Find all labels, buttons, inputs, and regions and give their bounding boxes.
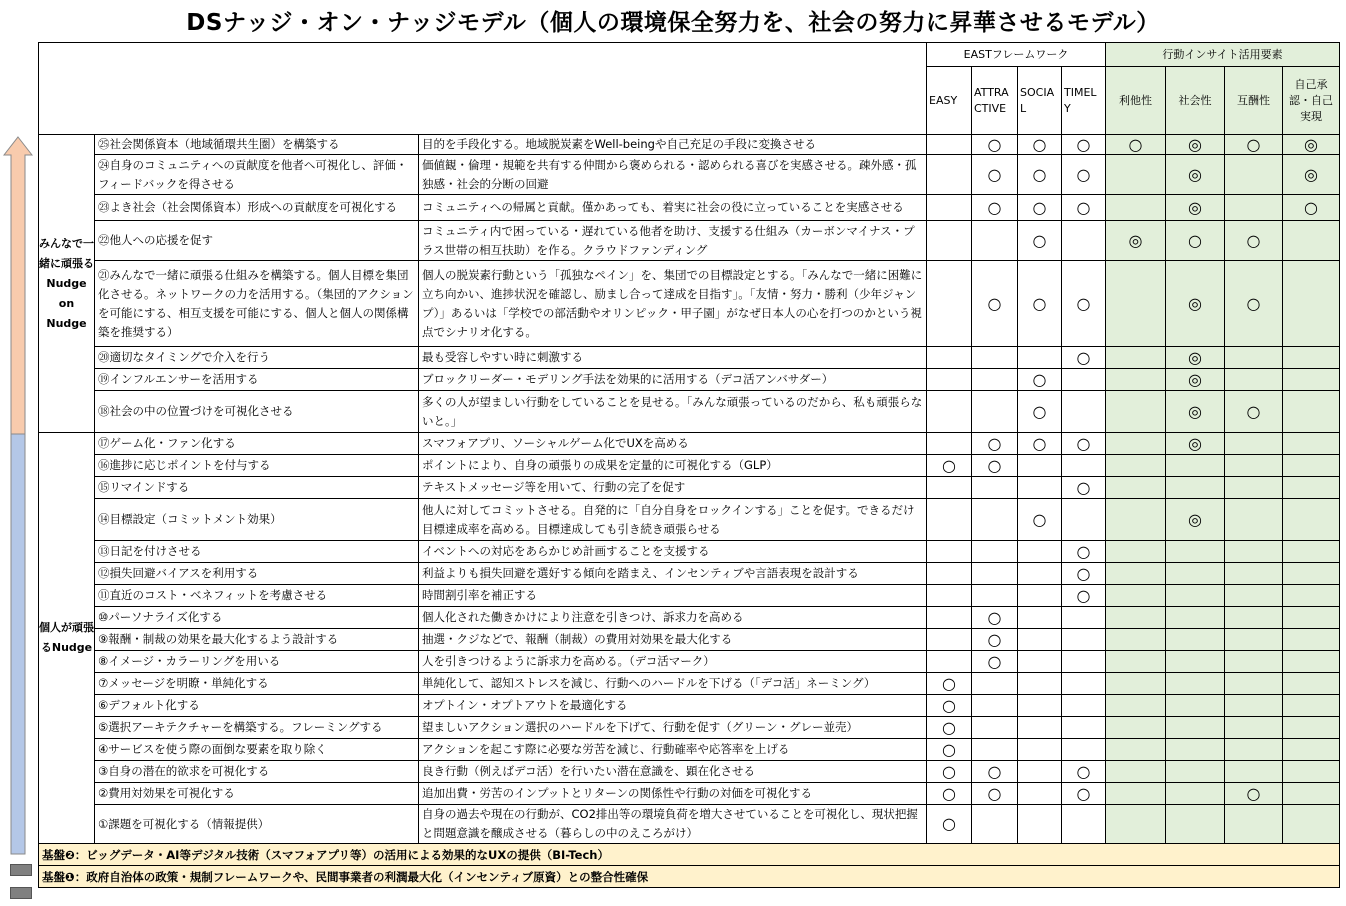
mark-cell xyxy=(927,135,972,155)
foundation-2-row: 基盤❷：ビッグデータ・AI等デジタル技術（スマフォアプリ等）の活用による効果的なUXの提供（BI-Tech） xyxy=(39,844,1340,866)
mark-cell xyxy=(1283,805,1340,844)
mark-cell xyxy=(972,673,1018,695)
table-row xyxy=(39,651,1340,673)
mark-cell: ○ xyxy=(1018,261,1062,347)
table-row xyxy=(39,563,1340,585)
mark-cell xyxy=(1106,651,1166,673)
mark-cell: ○ xyxy=(1062,761,1106,783)
mark-cell xyxy=(1225,477,1283,499)
column-header-3: TIMEL Y xyxy=(1062,67,1106,135)
mark-cell xyxy=(1106,805,1166,844)
mark-cell xyxy=(972,717,1018,739)
row-description: テキストメッセージ等を用いて、行動の完了を促す xyxy=(419,477,927,499)
group-label-individual: 個人が頑張るNudge xyxy=(39,433,95,844)
mark-cell xyxy=(1225,585,1283,607)
mark-cell: ○ xyxy=(927,695,972,717)
mark-cell xyxy=(1166,805,1225,844)
mark-cell: ◎ xyxy=(1166,391,1225,433)
east-framework-header: EASTフレームワーク xyxy=(927,43,1106,67)
mark-cell: ○ xyxy=(972,783,1018,805)
column-header-1: ATTRA CTIVE xyxy=(972,67,1018,135)
mark-cell: ○ xyxy=(927,761,972,783)
row-description: アクションを起こす際に必要な労苦を減じ、行動確率や応答率を上げる xyxy=(419,739,927,761)
mark-cell: ○ xyxy=(972,195,1018,221)
table-row xyxy=(39,347,1340,369)
group-label-social: みんなで一緒に頑張るNudge on Nudge xyxy=(39,135,95,433)
mark-cell: ○ xyxy=(1018,433,1062,455)
mark-cell xyxy=(1106,455,1166,477)
mark-cell xyxy=(972,585,1018,607)
mark-cell xyxy=(1018,805,1062,844)
mark-cell xyxy=(1225,651,1283,673)
mark-cell: ○ xyxy=(972,155,1018,195)
mark-cell xyxy=(972,695,1018,717)
row-item: ⑰ゲーム化・ファン化する xyxy=(95,433,419,455)
row-description: 単純化して、認知ストレスを減じ、行動へのハードルを下げる（「デコ活」ネーミング） xyxy=(419,673,927,695)
row-description: コミュニティへの帰属と貢献。僅かあっても、着実に社会の役に立っていることを実感させる xyxy=(419,195,927,221)
mark-cell: ○ xyxy=(1018,155,1062,195)
row-item: ⑲インフルエンサーを活用する xyxy=(95,369,419,391)
row-description: コミュニティ内で困っている・遅れている他者を助け、支援する仕組み（カーボンマイナス・プラス世帯の相互扶助）を作る。クラウドファンディング xyxy=(419,221,927,261)
table-row xyxy=(39,761,1340,783)
mark-cell xyxy=(1062,629,1106,651)
mark-cell xyxy=(1225,695,1283,717)
mark-cell xyxy=(1018,541,1062,563)
mark-cell xyxy=(927,391,972,433)
table-row xyxy=(39,499,1340,541)
mark-cell xyxy=(1018,347,1062,369)
mark-cell xyxy=(1018,455,1062,477)
mark-cell: ○ xyxy=(1018,391,1062,433)
row-description: 抽選・クジなどで、報酬（制裁）の費用対効果を最大化する xyxy=(419,629,927,651)
mark-cell: ○ xyxy=(1062,433,1106,455)
mark-cell xyxy=(1106,717,1166,739)
mark-cell: ○ xyxy=(927,673,972,695)
mark-cell xyxy=(927,585,972,607)
row-description: 目的を手段化する。地域脱炭素をWell-beingや自己充足の手段に変換させる xyxy=(419,135,927,155)
mark-cell: ○ xyxy=(927,717,972,739)
row-item: ⑳適切なタイミングで介入を行う xyxy=(95,347,419,369)
mark-cell xyxy=(1283,739,1340,761)
mark-cell xyxy=(927,261,972,347)
mark-cell: ○ xyxy=(1018,369,1062,391)
table-row xyxy=(39,585,1340,607)
mark-cell xyxy=(1106,541,1166,563)
mark-cell xyxy=(927,629,972,651)
table-row xyxy=(39,477,1340,499)
mark-cell xyxy=(1225,455,1283,477)
row-description: 望ましいアクション選択のハードルを下げて、行動を促す（グリーン・グレー並売） xyxy=(419,717,927,739)
mark-cell xyxy=(1283,369,1340,391)
mark-cell xyxy=(927,477,972,499)
mark-cell xyxy=(927,651,972,673)
row-item: ①課題を可視化する（情報提供） xyxy=(95,805,419,844)
mark-cell xyxy=(972,563,1018,585)
mark-cell: ○ xyxy=(972,629,1018,651)
row-description: ポイントにより、自身の頑張りの成果を定量的に可視化する（GLP） xyxy=(419,455,927,477)
mark-cell xyxy=(1062,369,1106,391)
table-row xyxy=(39,455,1340,477)
mark-cell xyxy=(1225,499,1283,541)
mark-cell xyxy=(1062,499,1106,541)
row-description: 時間割引率を補正する xyxy=(419,585,927,607)
mark-cell: ○ xyxy=(1225,261,1283,347)
foundation-1-marker-icon xyxy=(10,887,32,899)
mark-cell xyxy=(1166,455,1225,477)
mark-cell xyxy=(1166,563,1225,585)
mark-cell xyxy=(927,369,972,391)
mark-cell: ○ xyxy=(927,805,972,844)
mark-cell xyxy=(1018,695,1062,717)
mark-cell xyxy=(1106,585,1166,607)
mark-cell xyxy=(1225,433,1283,455)
mark-cell xyxy=(1225,761,1283,783)
foundation-2-marker-icon xyxy=(10,864,32,876)
mark-cell xyxy=(1106,477,1166,499)
mark-cell: ○ xyxy=(1018,135,1062,155)
mark-cell: ○ xyxy=(1062,585,1106,607)
row-description: イベントへの対応をあらかじめ計画することを支援する xyxy=(419,541,927,563)
mark-cell: ○ xyxy=(1106,135,1166,155)
mark-cell: ○ xyxy=(927,783,972,805)
column-header-6: 互酬性 xyxy=(1225,67,1283,135)
mark-cell: ◎ xyxy=(1166,347,1225,369)
mark-cell xyxy=(972,739,1018,761)
mark-cell xyxy=(1283,673,1340,695)
column-header-4: 利他性 xyxy=(1106,67,1166,135)
row-item: ⑨報酬・制裁の効果を最大化するよう設計する xyxy=(95,629,419,651)
mark-cell xyxy=(1283,499,1340,541)
column-header-0: EASY xyxy=(927,67,972,135)
mark-cell xyxy=(1283,717,1340,739)
mark-cell: ◎ xyxy=(1166,195,1225,221)
mark-cell xyxy=(1225,607,1283,629)
table-row xyxy=(39,607,1340,629)
nudge-matrix-table xyxy=(38,42,1340,888)
mark-cell: ○ xyxy=(972,261,1018,347)
mark-cell xyxy=(1225,739,1283,761)
mark-cell xyxy=(1106,499,1166,541)
mark-cell: ○ xyxy=(1018,195,1062,221)
mark-cell xyxy=(1106,195,1166,221)
mark-cell: ◎ xyxy=(1166,499,1225,541)
row-item: ㉒他人への応援を促す xyxy=(95,221,419,261)
mark-cell xyxy=(927,347,972,369)
mark-cell: ○ xyxy=(1062,541,1106,563)
row-description: 追加出費・労苦のインプットとリターンの関係性や行動の対価を可視化する xyxy=(419,783,927,805)
mark-cell xyxy=(1106,783,1166,805)
mark-cell: ◎ xyxy=(1166,369,1225,391)
mark-cell: ○ xyxy=(1062,783,1106,805)
row-description: 利益よりも損失回避を選好する傾向を踏まえ、インセンティブや言語表現を設計する xyxy=(419,563,927,585)
mark-cell xyxy=(1166,783,1225,805)
mark-cell xyxy=(1106,739,1166,761)
up-arrow-icon xyxy=(3,136,33,856)
row-description: 多くの人が望ましい行動をしていることを見せる。「みんな頑張っているのだから、私も頑張らないと。」 xyxy=(419,391,927,433)
mark-cell xyxy=(1225,629,1283,651)
mark-cell: ○ xyxy=(972,455,1018,477)
mark-cell xyxy=(1018,761,1062,783)
mark-cell xyxy=(1018,783,1062,805)
mark-cell xyxy=(1106,563,1166,585)
row-item: ③自身の潜在的欲求を可視化する xyxy=(95,761,419,783)
mark-cell xyxy=(927,155,972,195)
mark-cell: ○ xyxy=(1062,195,1106,221)
mark-cell xyxy=(1283,347,1340,369)
row-description: 他人に対してコミットさせる。自発的に「自分自身をロックインする」ことを促す。できるだけ目標達成率を高める。目標達成しても引き続き頑張らせる xyxy=(419,499,927,541)
table-row xyxy=(39,541,1340,563)
mark-cell: ○ xyxy=(1062,477,1106,499)
table-row xyxy=(39,783,1340,805)
mark-cell: ○ xyxy=(1018,221,1062,261)
table-row xyxy=(39,717,1340,739)
mark-cell: ○ xyxy=(1225,135,1283,155)
mark-cell: ○ xyxy=(1062,563,1106,585)
mark-cell xyxy=(1283,455,1340,477)
mark-cell xyxy=(1062,221,1106,261)
table-row xyxy=(39,195,1340,221)
mark-cell xyxy=(1018,717,1062,739)
mark-cell: ◎ xyxy=(1283,155,1340,195)
mark-cell: ◎ xyxy=(1166,261,1225,347)
row-description: 自身の過去や現在の行動が、CO2排出等の環境負荷を増大させていることを可視化し、現状把握と問題意識を醸成させる（暮らしの中のえころがけ） xyxy=(419,805,927,844)
mark-cell xyxy=(1166,585,1225,607)
mark-cell xyxy=(927,607,972,629)
mark-cell: ◎ xyxy=(1283,135,1340,155)
mark-cell xyxy=(972,391,1018,433)
mark-cell xyxy=(1018,673,1062,695)
row-item: ⑪直近のコスト・ベネフィットを考慮させる xyxy=(95,585,419,607)
table-row xyxy=(39,433,1340,455)
row-description: 個人の脱炭素行動という「孤独なペイン」を、集団での目標設定とする。「みんなで一緒に困難に立ち向かい、進捗状況を確認し、励まし合って達成を目指す」。「友情・努力・勝利（少年ジャンプ）」あるいは「学校での部活動やオリンピック・甲子園」がなぜ日本人の心を打つのかという視点でシナリオ化する。 xyxy=(419,261,927,347)
mark-cell xyxy=(1106,433,1166,455)
table-row xyxy=(39,805,1340,844)
table-row xyxy=(39,155,1340,195)
row-description: 良き行動（例えばデコ活）を行いたい潜在意識を、顕在化させる xyxy=(419,761,927,783)
mark-cell xyxy=(1166,541,1225,563)
mark-cell xyxy=(1062,651,1106,673)
mark-cell xyxy=(1106,761,1166,783)
mark-cell xyxy=(1018,651,1062,673)
row-item: ⑭目標設定（コミットメント効果） xyxy=(95,499,419,541)
row-description: 個人化された働きかけにより注意を引きつけ、訴求力を高める xyxy=(419,607,927,629)
mark-cell xyxy=(1018,477,1062,499)
mark-cell: ◎ xyxy=(1166,135,1225,155)
row-item: ②費用対効果を可視化する xyxy=(95,783,419,805)
mark-cell: ○ xyxy=(1062,347,1106,369)
column-header-7: 自己承認・自己実現 xyxy=(1283,67,1340,135)
mark-cell xyxy=(1225,563,1283,585)
mark-cell xyxy=(1283,433,1340,455)
mark-cell xyxy=(1283,221,1340,261)
mark-cell xyxy=(927,499,972,541)
mark-cell xyxy=(927,221,972,261)
foundation-1-row: 基盤❶：政府自治体の政策・規制フレームワークや、民間事業者の利潤最大化（インセンティブ原資）との整合性確保 xyxy=(39,866,1340,888)
table-row xyxy=(39,135,1340,155)
mark-cell xyxy=(927,563,972,585)
mark-cell xyxy=(927,541,972,563)
mark-cell: ○ xyxy=(1225,391,1283,433)
mark-cell xyxy=(972,805,1018,844)
mark-cell xyxy=(1225,717,1283,739)
table-row xyxy=(39,261,1340,347)
mark-cell xyxy=(1225,541,1283,563)
mark-cell xyxy=(927,433,972,455)
mark-cell: ○ xyxy=(972,607,1018,629)
mark-cell xyxy=(972,499,1018,541)
mark-cell xyxy=(1062,739,1106,761)
mark-cell xyxy=(1283,391,1340,433)
mark-cell xyxy=(1018,739,1062,761)
row-item: ⑮リマインドする xyxy=(95,477,419,499)
row-item: ⑫損失回避バイアスを利用する xyxy=(95,563,419,585)
mark-cell xyxy=(972,347,1018,369)
mark-cell: ○ xyxy=(1283,195,1340,221)
row-description: オプトイン・オプトアウトを最適化する xyxy=(419,695,927,717)
mark-cell: ○ xyxy=(972,651,1018,673)
mark-cell xyxy=(1018,629,1062,651)
mark-cell xyxy=(1018,585,1062,607)
mark-cell xyxy=(1225,805,1283,844)
mark-cell xyxy=(1283,629,1340,651)
mark-cell xyxy=(1062,607,1106,629)
mark-cell xyxy=(972,541,1018,563)
row-item: ㉓よき社会（社会関係資本）形成への貢献度を可視化する xyxy=(95,195,419,221)
table-row xyxy=(39,369,1340,391)
mark-cell xyxy=(1283,607,1340,629)
mark-cell: ○ xyxy=(1225,783,1283,805)
mark-cell xyxy=(927,195,972,221)
mark-cell: ○ xyxy=(1166,221,1225,261)
row-item: ⑤選択アーキテクチャーを構築する。フレーミングする xyxy=(95,717,419,739)
row-item: ㉑みんなで一緒に頑張る仕組みを構築する。個人目標を集団化させる。ネットワークの力を活用する。（集団的アクションを可能にする、相互支援を可能にする、個人と個人の関係構築を推奨する） xyxy=(95,261,419,347)
mark-cell xyxy=(1062,455,1106,477)
mark-cell xyxy=(1166,607,1225,629)
mark-cell xyxy=(1166,629,1225,651)
mark-cell: ○ xyxy=(1225,221,1283,261)
mark-cell xyxy=(1106,261,1166,347)
mark-cell xyxy=(1018,607,1062,629)
mark-cell xyxy=(1283,563,1340,585)
mark-cell: ○ xyxy=(1062,261,1106,347)
mark-cell xyxy=(972,477,1018,499)
row-description: 価値観・倫理・規範を共有する仲間から褒められる・認められる喜びを実感させる。疎外感・孤独感・社会的分断の回避 xyxy=(419,155,927,195)
mark-cell xyxy=(1166,477,1225,499)
mark-cell xyxy=(1166,761,1225,783)
mark-cell xyxy=(1166,695,1225,717)
mark-cell xyxy=(1062,673,1106,695)
mark-cell xyxy=(1062,391,1106,433)
column-header-2: SOCIA L xyxy=(1018,67,1062,135)
table-row xyxy=(39,221,1340,261)
mark-cell xyxy=(1283,541,1340,563)
mark-cell: ◎ xyxy=(1166,433,1225,455)
mark-cell xyxy=(1283,585,1340,607)
mark-cell xyxy=(1166,651,1225,673)
header-blank-cell xyxy=(39,43,927,135)
mark-cell: ○ xyxy=(927,455,972,477)
behavioral-insight-header: 行動インサイト活用要素 xyxy=(1106,43,1340,67)
row-description: スマフォアプリ、ソーシャルゲーム化でUXを高める xyxy=(419,433,927,455)
row-item: ⑬日記を付けさせる xyxy=(95,541,419,563)
mark-cell: ◎ xyxy=(1166,155,1225,195)
mark-cell xyxy=(1106,607,1166,629)
mark-cell xyxy=(1225,673,1283,695)
mark-cell: ○ xyxy=(1062,155,1106,195)
mark-cell: ○ xyxy=(972,135,1018,155)
mark-cell xyxy=(972,221,1018,261)
mark-cell xyxy=(1225,195,1283,221)
mark-cell xyxy=(1225,155,1283,195)
mark-cell xyxy=(1062,805,1106,844)
column-header-5: 社会性 xyxy=(1166,67,1225,135)
mark-cell xyxy=(1225,369,1283,391)
row-description: 最も受容しやすい時に刺激する xyxy=(419,347,927,369)
mark-cell xyxy=(1283,783,1340,805)
mark-cell xyxy=(1166,739,1225,761)
row-description: 人を引きつけるように訴求力を高める。（デコ活マーク） xyxy=(419,651,927,673)
row-item: ㉔自身のコミュニティへの貢献度を他者へ可視化し、評価・フィードバックを得させる xyxy=(95,155,419,195)
row-item: ⑱社会の中の位置づけを可視化させる xyxy=(95,391,419,433)
mark-cell xyxy=(1106,369,1166,391)
table-row xyxy=(39,673,1340,695)
mark-cell xyxy=(1106,391,1166,433)
table-row xyxy=(39,391,1340,433)
page-title: DSナッジ・オン・ナッジモデル（個人の環境保全努力を、社会の努力に昇華させるモデル） xyxy=(186,10,1160,36)
row-item: ⑥デフォルト化する xyxy=(95,695,419,717)
mark-cell xyxy=(1106,695,1166,717)
mark-cell xyxy=(1283,477,1340,499)
row-description: ブロックリーダー・モデリング手法を効果的に活用する（デコ活アンバサダー） xyxy=(419,369,927,391)
row-item: ㉕社会関係資本（地域循環共生圏）を構築する xyxy=(95,135,419,155)
table-row xyxy=(39,739,1340,761)
mark-cell xyxy=(1106,673,1166,695)
mark-cell: ○ xyxy=(1018,499,1062,541)
table-row xyxy=(39,629,1340,651)
row-item: ⑩パーソナライズ化する xyxy=(95,607,419,629)
mark-cell: ○ xyxy=(1062,135,1106,155)
mark-cell xyxy=(1283,761,1340,783)
row-item: ④サービスを使う際の面倒な要素を取り除く xyxy=(95,739,419,761)
mark-cell xyxy=(1283,695,1340,717)
mark-cell: ○ xyxy=(927,739,972,761)
mark-cell xyxy=(1283,651,1340,673)
mark-cell xyxy=(1106,629,1166,651)
mark-cell xyxy=(1106,347,1166,369)
mark-cell xyxy=(1283,261,1340,347)
mark-cell xyxy=(1225,347,1283,369)
mark-cell: ○ xyxy=(972,761,1018,783)
mark-cell xyxy=(1062,695,1106,717)
mark-cell xyxy=(1106,155,1166,195)
row-item: ⑧イメージ・カラーリングを用いる xyxy=(95,651,419,673)
mark-cell xyxy=(1062,717,1106,739)
row-item: ⑦メッセージを明瞭・単純化する xyxy=(95,673,419,695)
mark-cell xyxy=(972,369,1018,391)
mark-cell xyxy=(1018,563,1062,585)
mark-cell xyxy=(1166,673,1225,695)
table-row xyxy=(39,695,1340,717)
mark-cell: ○ xyxy=(972,433,1018,455)
mark-cell xyxy=(1166,717,1225,739)
mark-cell: ◎ xyxy=(1106,221,1166,261)
row-item: ⑯進捗に応じポイントを付与する xyxy=(95,455,419,477)
